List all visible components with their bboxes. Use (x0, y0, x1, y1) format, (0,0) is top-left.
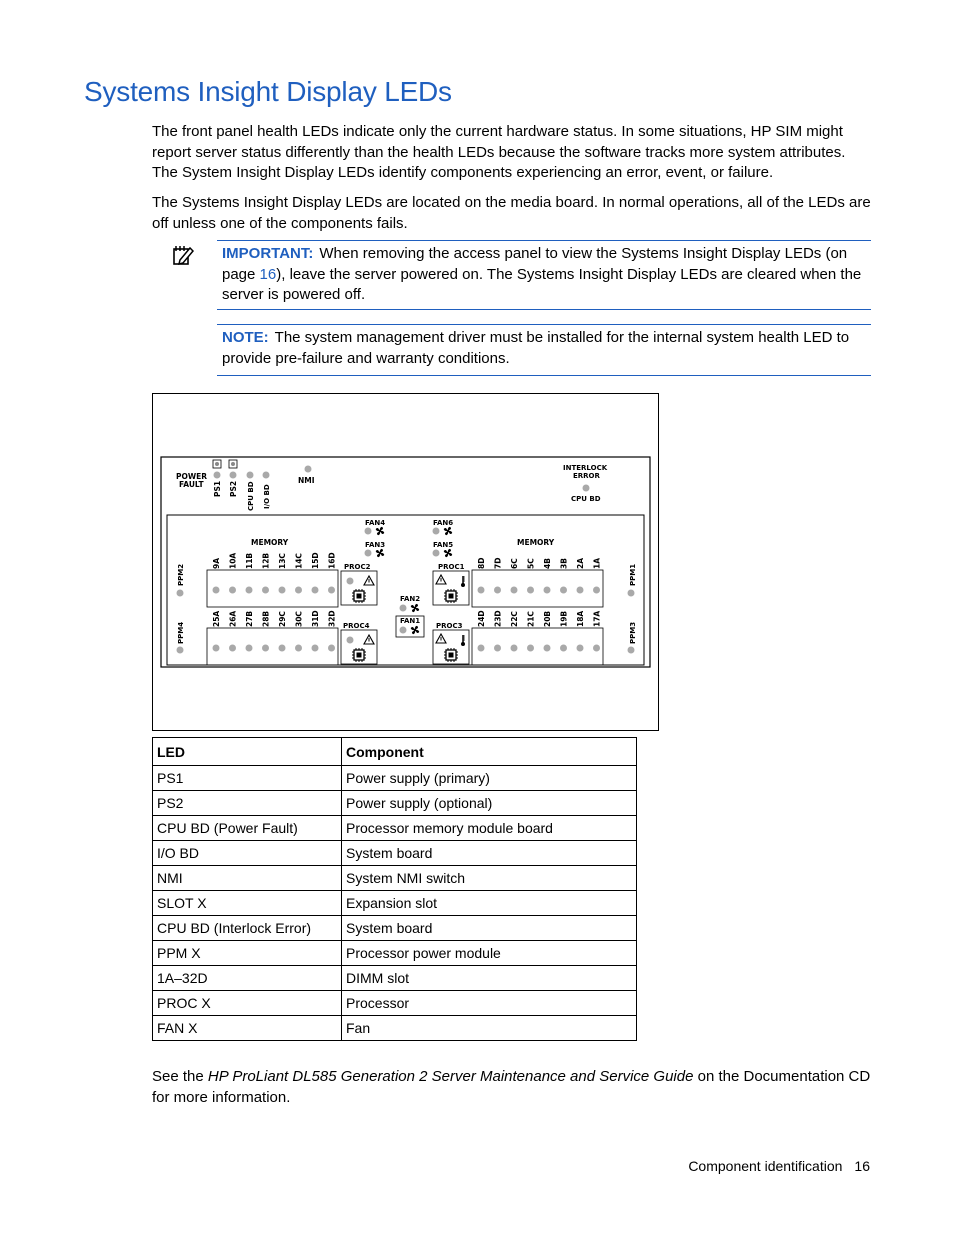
page-footer (688, 1158, 870, 1174)
important-callout (217, 240, 871, 310)
ps1-led (214, 472, 221, 479)
dimm-label: 29C (278, 611, 287, 627)
ppm3-label: PPM3 (629, 621, 637, 644)
dimm-label: 22C (510, 611, 519, 627)
dimm-label: 32D (327, 610, 337, 627)
table-body (153, 766, 637, 1041)
io-bd-label: I/O BD (263, 484, 271, 509)
component-cell: Expansion slot (342, 891, 637, 916)
cpu-bd-label: CPU BD (247, 481, 255, 511)
led-table (152, 737, 637, 1041)
note-callout (217, 324, 871, 376)
table-row (153, 1016, 637, 1041)
dimm-label: 24D (477, 610, 486, 627)
dimm-led (213, 645, 220, 652)
dimm-label: 26A (228, 610, 238, 627)
dimm-label: 20B (543, 610, 552, 627)
fan3-label: FAN3 (365, 541, 386, 549)
header-component: Component (342, 738, 637, 766)
led-cell: 1A–32D (153, 966, 342, 991)
footer-page-number: 16 (854, 1158, 870, 1174)
dimm-label: 3B (559, 558, 569, 569)
ppm2-label: PPM2 (177, 563, 185, 586)
table-row (153, 866, 637, 891)
component-cell: Fan (342, 1016, 637, 1041)
dimm-led (229, 645, 236, 652)
component-cell: Processor (342, 991, 637, 1016)
led-cell: PS1 (153, 766, 342, 791)
closing-paragraph (152, 1067, 872, 1108)
component-cell: DIMM slot (342, 966, 637, 991)
fan6-led (433, 528, 440, 535)
ppm1-label: PPM1 (629, 563, 637, 586)
note-label: NOTE: (222, 329, 269, 346)
dimm-label: 7D (493, 557, 503, 569)
dimm-label: 28B (261, 610, 271, 627)
dimm-label: 10A (228, 552, 238, 569)
page-title: Systems Insight Display LEDs (84, 76, 452, 107)
dimm-led (229, 587, 236, 594)
fan2-led (400, 605, 407, 612)
ppm4-label: PPM4 (177, 621, 185, 644)
dimm-led (279, 587, 286, 594)
dimm-label: 17A (592, 610, 602, 627)
ps2-icon-dot (231, 462, 235, 466)
dimm-led (213, 587, 220, 594)
proc1-chip-icon (444, 589, 458, 603)
ppm3-led (628, 647, 635, 654)
fan6-label: FAN6 (433, 519, 454, 527)
dimm-led (593, 645, 600, 652)
closing-before: See the (152, 1068, 208, 1085)
guide-title: HP ProLiant DL585 Generation 2 Server Maintenance and Service Guide (207, 1068, 694, 1085)
dimm-led (295, 587, 302, 594)
fan3-led (365, 550, 372, 557)
proc4-led-a (347, 637, 354, 644)
fan5-label: FAN5 (433, 541, 454, 549)
dimm-label: 31D (311, 610, 320, 627)
ps1-label: PS1 (213, 480, 222, 497)
note-text: The system management driver must be installed for the internal system health LED to provide pre-failure and warranty conditions. (222, 329, 850, 367)
dimm-label: 11B (245, 552, 254, 569)
dimm-led (312, 587, 319, 594)
dimm-label: 27B (245, 610, 254, 627)
dimm-led (279, 645, 286, 652)
cpu-bd-led (247, 472, 254, 479)
table-row (153, 816, 637, 841)
memory-right-label: MEMORY (517, 538, 555, 547)
important-text-after: ), leave the server powered on. The Systems Insight Display LEDs are cleared when the server is powered off. (222, 265, 862, 303)
dimm-label: 15D (311, 552, 320, 569)
component-cell: Power supply (primary) (342, 766, 637, 791)
dimm-label: 2A (576, 557, 585, 569)
led-cell: CPU BD (Interlock Error) (153, 916, 342, 941)
dimm-label: 19B (559, 610, 569, 627)
dimm-led (577, 587, 584, 594)
dimm-led (560, 645, 567, 652)
table-row (153, 991, 637, 1016)
pencil-note-icon (172, 244, 194, 266)
proc2-chip-icon (352, 589, 366, 603)
fan5-led (433, 550, 440, 557)
dimm-led (527, 587, 534, 594)
dimm-label: 18A (576, 610, 585, 627)
important-text-before: When removing the access panel to view the Systems Insight Display LEDs (on page (222, 245, 848, 283)
component-cell: System board (342, 916, 637, 941)
dimm-label: 23D (493, 610, 503, 627)
led-cell: PROC X (153, 991, 342, 1016)
dimm-led (577, 645, 584, 652)
ppm2-led (177, 590, 184, 597)
led-panel-figure (152, 393, 659, 731)
dimm-label: 6C (510, 558, 519, 569)
dimm-label: 21C (526, 611, 536, 627)
table-row (153, 766, 637, 791)
led-cell: SLOT X (153, 891, 342, 916)
ps2-label: PS2 (229, 480, 238, 497)
component-cell: System board (342, 841, 637, 866)
location-paragraph: The Systems Insight Display LEDs are located on the media board. In normal operations, all of the LEDs are off unless one of the components fails. (152, 194, 871, 232)
component-cell: Power supply (optional) (342, 791, 637, 816)
dimm-led (527, 645, 534, 652)
dimm-led (328, 645, 335, 652)
io-bd-led (263, 472, 270, 479)
proc2-led-a (347, 578, 354, 585)
component-cell: Processor memory module board (342, 816, 637, 841)
ppm1-led (628, 590, 635, 597)
ppm4-led (177, 647, 184, 654)
proc3-chip-icon (444, 648, 458, 662)
proc1-label: PROC1 (438, 563, 465, 571)
dimm-led (494, 645, 501, 652)
dimm-label: 4B (543, 558, 552, 569)
dimm-led (262, 645, 269, 652)
table-row (153, 941, 637, 966)
dimm-led (295, 645, 302, 652)
table-row (153, 791, 637, 816)
interlock-label-1: INTERLOCK (563, 464, 608, 472)
fan4-label: FAN4 (365, 519, 386, 527)
nmi-label: NMI (298, 476, 315, 485)
table-header-row (153, 738, 637, 766)
important-label: IMPORTANT: (222, 245, 314, 262)
page-link[interactable]: 16 (259, 265, 277, 283)
dimm-led (544, 587, 551, 594)
power-fault-label-2: FAULT (179, 480, 204, 489)
led-cell: NMI (153, 866, 342, 891)
dimm-label: 5C (526, 558, 536, 569)
led-cell: CPU BD (Power Fault) (153, 816, 342, 841)
led-panel-diagram (153, 394, 658, 730)
fan2-label: FAN2 (400, 595, 421, 603)
dimm-label: 12B (261, 552, 271, 569)
dimm-label: 16D (327, 552, 337, 569)
interlock-label-2: ERROR (573, 472, 600, 480)
table-row (153, 841, 637, 866)
dimm-led (328, 587, 335, 594)
ps1-icon-dot (215, 462, 219, 466)
dimm-led (593, 587, 600, 594)
led-cell: FAN X (153, 1016, 342, 1041)
dimm-led (246, 645, 253, 652)
table-row (153, 916, 637, 941)
led-cell: PPM X (153, 941, 342, 966)
dimm-led (262, 587, 269, 594)
closing-after: on the Documentation CD for more information. (152, 1068, 871, 1106)
dimm-led (312, 645, 319, 652)
dimm-led (511, 587, 518, 594)
dimm-led (478, 645, 485, 652)
fan1-label: FAN1 (400, 617, 421, 625)
led-cell: PS2 (153, 791, 342, 816)
intro-paragraph: The front panel health LEDs indicate only the current hardware status. In some situations, HP SIM might report server status differently than the health LEDs because the software tracks more system attributes. The System Insight Display LEDs identify components experiencing an error, event, or failure. (152, 123, 846, 181)
dimm-label: 25A (212, 610, 221, 627)
dimm-led (246, 587, 253, 594)
fan4-led (365, 528, 372, 535)
dimm-label: 13C (278, 553, 287, 569)
component-cell: System NMI switch (342, 866, 637, 891)
ps2-led (230, 472, 237, 479)
power-fault-label-1: POWER (176, 472, 208, 481)
dimm-led (544, 645, 551, 652)
cpu-bd-right-label: CPU BD (571, 495, 601, 503)
table-row (153, 891, 637, 916)
dimm-led (478, 587, 485, 594)
led-cell: I/O BD (153, 841, 342, 866)
dimm-led (511, 645, 518, 652)
nmi-led (305, 466, 312, 473)
dimm-label: 9A (212, 557, 221, 569)
component-cell: Processor power module (342, 941, 637, 966)
proc3-label: PROC3 (436, 622, 463, 630)
footer-section: Component identification (688, 1158, 843, 1174)
dimm-label: 8D (477, 557, 486, 569)
header-led: LED (153, 738, 342, 766)
proc4-chip-icon (352, 648, 366, 662)
dimm-label: 30C (294, 611, 304, 627)
proc2-label: PROC2 (344, 563, 371, 571)
interlock-led (583, 485, 590, 492)
fan1-led (400, 627, 407, 634)
memory-left-label: MEMORY (251, 538, 289, 547)
dimm-label: 1A (592, 557, 602, 569)
table-row (153, 966, 637, 991)
proc4-label: PROC4 (343, 622, 370, 630)
dimm-led (494, 587, 501, 594)
dimm-led (560, 587, 567, 594)
dimm-label: 14C (294, 553, 304, 569)
